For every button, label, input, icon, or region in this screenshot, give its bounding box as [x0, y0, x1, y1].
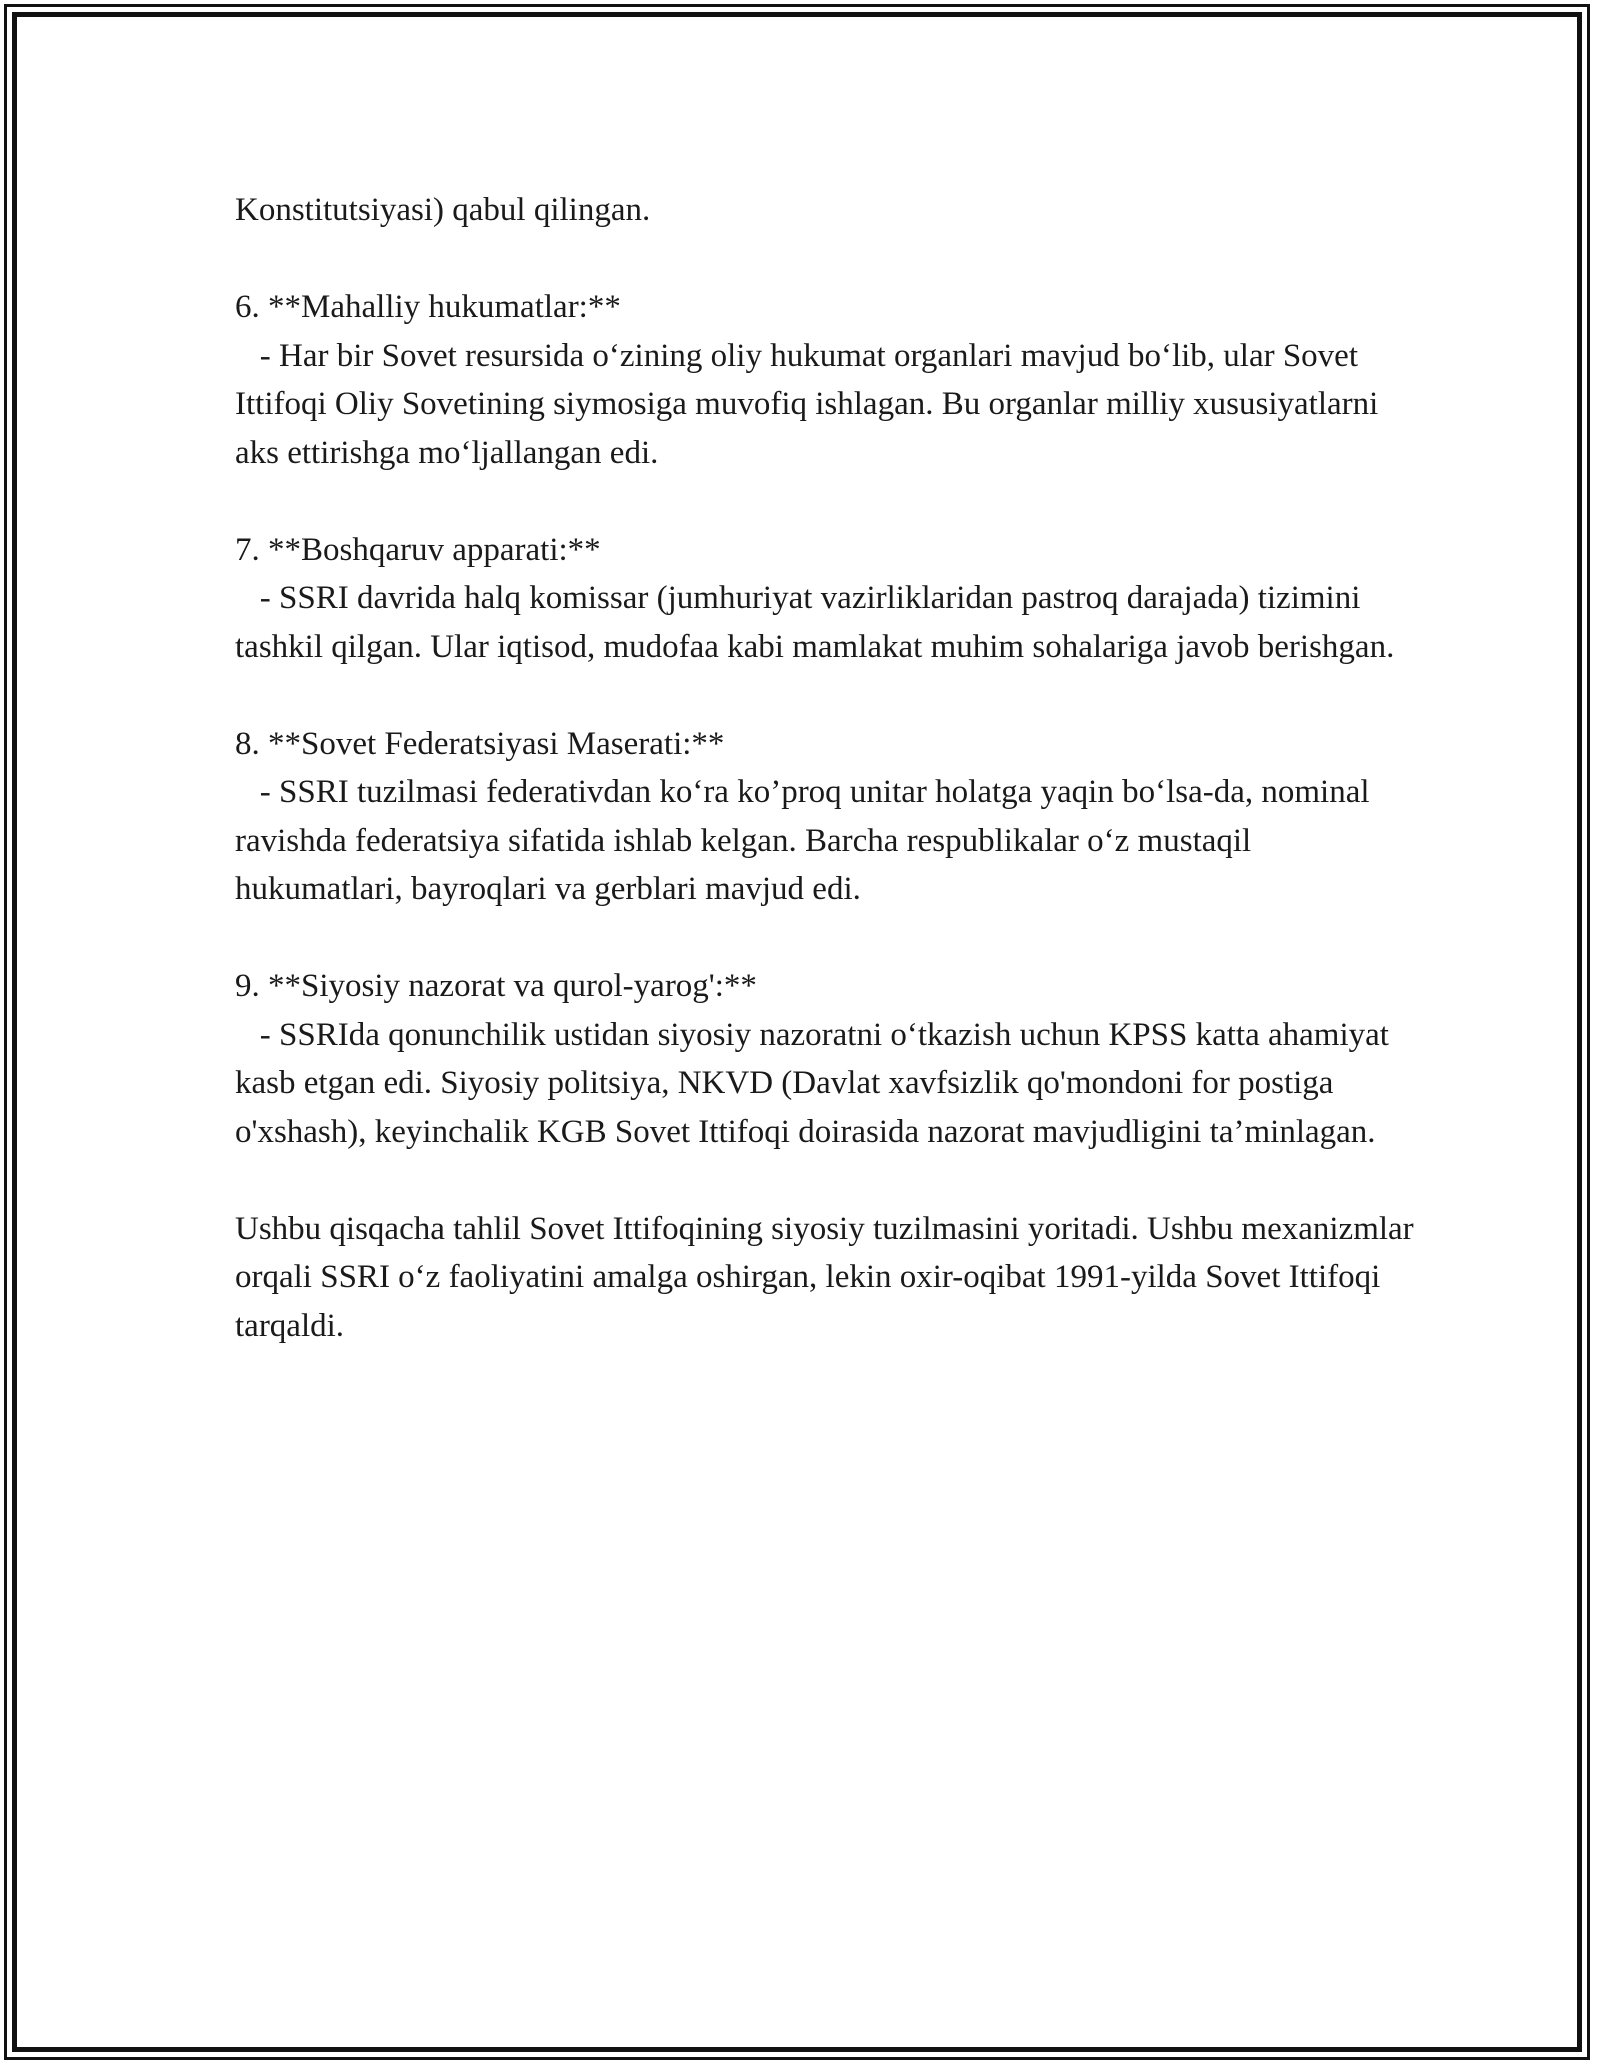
- section-body: - SSRI davrida halq komissar (jumhuriyat vazirliklaridan pastroq darajada) tizimini tashkil qilgan. Ular iqtisod, mudofaa kabi mamlakat muhim sohalariga javob berishgan.: [235, 580, 1395, 665]
- section-body: - SSRI tuzilmasi federativdan ko‘ra ko’proq unitar holatga yaqin bo‘lsa-da, nominal ravishda federatsiya sifatida ishlab kelgan. Barcha respublikalar o‘z mustaqil hukumatlari, bayroqlari va gerblari mavjud edi.: [235, 774, 1378, 907]
- section-boshqaruv-apparati: [235, 526, 1415, 672]
- section-body: - SSRIda qonunchilik ustidan siyosiy nazoratni o‘tkazish uchun KPSS katta ahamiyat kasb etgan edi. Siyosiy politsiya, NKVD (Davlat xavfsizlik qo'mondoni for postiga o'xshash), keyinchalik KGB Sovet Ittifoqi doirasida nazorat mavjudligini ta’minlagan.: [235, 1016, 1398, 1150]
- intro-fragment: Konstitutsiyasi) qabul qilingan.: [235, 192, 651, 228]
- section-siyosiy-nazorat: [235, 962, 1415, 1156]
- section-mahalliy-hukumatlar: [235, 283, 1415, 477]
- section-heading: 6. **Mahalliy hukumatlar:**: [235, 289, 621, 325]
- section-heading: 7. **Boshqaruv apparati:**: [235, 531, 601, 568]
- section-sovet-federatsiyasi: [235, 720, 1415, 914]
- document-body: [235, 186, 1422, 1399]
- section-heading: 9. **Siyosiy nazorat va qurol-yarog':**: [235, 968, 757, 1004]
- conclusion-paragraph: Ushbu qisqacha tahlil Sovet Ittifoqining siyosiy tuzilmasini yoritadi. Ushbu mexanizmlar orqali SSRI o‘z faoliyatini amalga oshirgan, lekin oxir-oqibat 1991-yilda Sovet Ittifoqi tarqaldi.: [235, 1210, 1422, 1344]
- section-body: - Har bir Sovet resursida o‘zining oliy hukumat organlari mavjud bo‘lib, ular Sovet Ittifoqi Oliy Sovetining siymosiga muvofiq ishlagan. Bu organlar milliy xususiyatlarni aks ettirishga mo‘ljallangan edi.: [235, 337, 1387, 471]
- section-heading: 8. **Sovet Federatsiyasi Maserati:**: [235, 725, 725, 762]
